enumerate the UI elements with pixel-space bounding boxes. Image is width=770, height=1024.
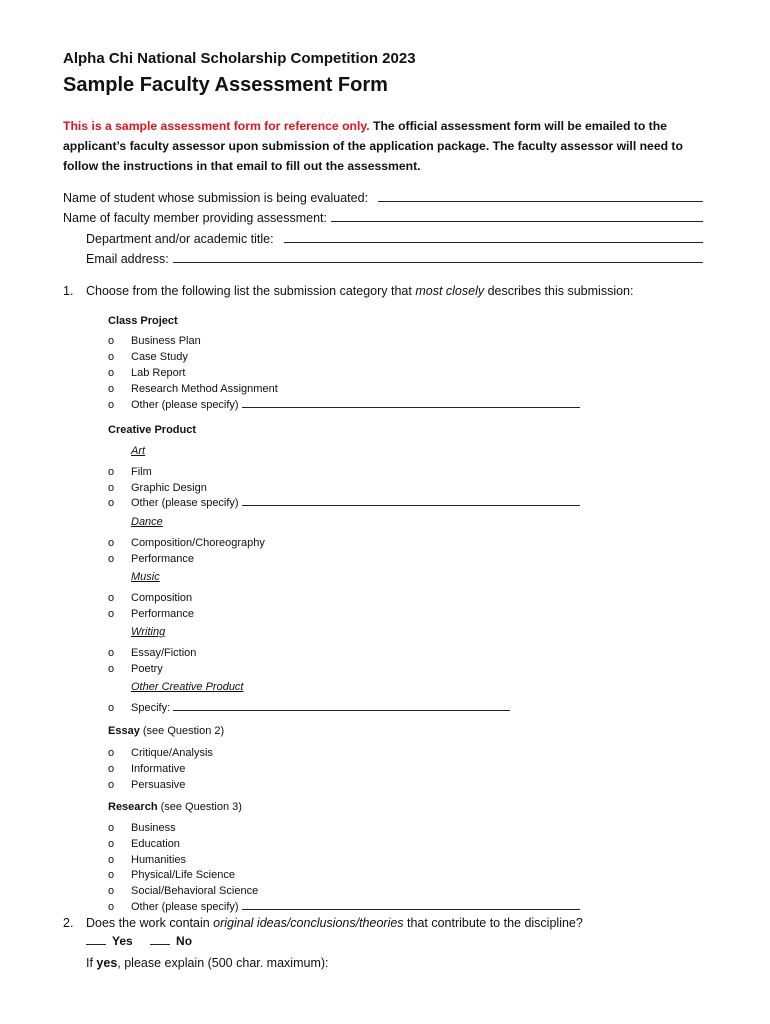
essay-label: Essay: [108, 725, 140, 737]
research-other-field[interactable]: [242, 909, 580, 910]
bullet-icon: o: [108, 399, 115, 411]
option-research-method[interactable]: [108, 381, 278, 395]
yes-no-choice: [86, 934, 192, 948]
option-label: Humanities: [131, 854, 187, 866]
option-label: Informative: [131, 763, 186, 775]
option-lab-report[interactable]: [108, 365, 185, 379]
option-label: Case Study: [131, 351, 188, 363]
research-label: Research: [108, 801, 158, 813]
option-label: Lab Report: [131, 367, 186, 379]
bullet-icon: o: [108, 838, 115, 850]
option-music-composition[interactable]: [108, 590, 192, 604]
email-label: Email address:: [86, 252, 169, 266]
student-name-label: Name of student whose submission is being evaluated:: [63, 190, 369, 205]
form-title: Sample Faculty Assessment Form: [63, 74, 388, 96]
option-graphic-design[interactable]: [108, 480, 207, 494]
question-1: [63, 284, 633, 298]
question-2-text-a: Does the work contain: [86, 916, 214, 930]
faculty-name-row: [63, 205, 703, 226]
option-label: Graphic Design: [131, 482, 207, 494]
question-2-text-b: that contribute to the discipline?: [403, 916, 583, 930]
option-class-project-other[interactable]: [108, 397, 580, 411]
option-label: Other (please specify): [131, 901, 239, 913]
subcategory-art: Art: [131, 445, 146, 457]
bullet-icon: o: [108, 608, 115, 620]
subcategory-music: Music: [131, 571, 160, 583]
bullet-icon: o: [108, 466, 115, 478]
bullet-icon: o: [108, 367, 115, 379]
question-2: [63, 916, 583, 930]
option-business-plan[interactable]: [108, 333, 201, 347]
option-label: Social/Behavioral Science: [131, 885, 259, 897]
option-poetry[interactable]: [108, 661, 163, 675]
option-label: Performance: [131, 553, 194, 565]
option-persuasive[interactable]: [108, 777, 185, 791]
bullet-icon: o: [108, 885, 115, 897]
department-field[interactable]: [284, 242, 703, 243]
option-label: Education: [131, 838, 180, 850]
bullet-icon: o: [108, 854, 115, 866]
notice-red-text: This is a sample assessment form for reference only.: [63, 119, 370, 133]
question-2-emphasis: original ideas/conclusions/theories: [213, 916, 404, 930]
no-blank[interactable]: [150, 944, 170, 945]
research-note: (see Question 3): [157, 801, 242, 813]
explain-if: If: [86, 956, 97, 970]
faculty-name-field[interactable]: [331, 221, 703, 222]
bullet-icon: o: [108, 901, 115, 913]
question-1-emphasis: most closely: [415, 284, 485, 298]
bullet-icon: o: [108, 335, 115, 347]
option-dance-performance[interactable]: [108, 551, 194, 565]
department-label: Department and/or academic title:: [86, 231, 274, 246]
yes-label: Yes: [112, 934, 133, 948]
bullet-icon: o: [108, 497, 115, 509]
option-label: Other (please specify): [131, 399, 239, 411]
option-choreography[interactable]: [108, 535, 265, 549]
yes-blank[interactable]: [86, 944, 106, 945]
option-critique-analysis[interactable]: [108, 745, 213, 759]
department-row: [63, 225, 703, 246]
option-label: Business Plan: [131, 335, 201, 347]
option-music-performance[interactable]: [108, 606, 194, 620]
option-physical-life-science[interactable]: [108, 867, 235, 881]
question-1-number: 1.: [63, 284, 74, 298]
subcategory-writing: Writing: [131, 626, 166, 638]
bullet-icon: o: [108, 779, 115, 791]
explain-yes: yes: [96, 956, 118, 970]
notice-body-text: The official assessment form will be emailed to the applicant’s faculty assessor upon submission of the application package. The faculty assessor will need to follow the instructions in that email to fill out the assessment.: [63, 119, 683, 173]
bullet-icon: o: [108, 702, 115, 714]
category-research: [108, 801, 242, 813]
option-informative[interactable]: [108, 761, 185, 775]
option-label: Other (please specify): [131, 497, 239, 509]
option-label: Critique/Analysis: [131, 747, 213, 759]
option-film[interactable]: [108, 464, 152, 478]
bullet-icon: o: [108, 822, 115, 834]
option-label: Poetry: [131, 663, 163, 675]
option-business[interactable]: [108, 820, 176, 834]
identification-fields: [63, 184, 703, 266]
bullet-icon: o: [108, 482, 115, 494]
option-label: Composition/Choreography: [131, 537, 265, 549]
bullet-icon: o: [108, 383, 115, 395]
bullet-icon: o: [108, 647, 115, 659]
subcategory-other-creative: Other Creative Product: [131, 681, 244, 693]
question-1-text: [86, 284, 633, 298]
option-education[interactable]: [108, 836, 180, 850]
option-label: Composition: [131, 592, 193, 604]
explain-instruction: [86, 956, 329, 970]
option-social-behavioral-science[interactable]: [108, 883, 258, 897]
option-label: Film: [131, 466, 152, 478]
option-label: Essay/Fiction: [131, 647, 197, 659]
student-name-row: [63, 184, 703, 205]
bullet-icon: o: [108, 763, 115, 775]
subcategory-dance: Dance: [131, 516, 163, 528]
bullet-icon: o: [108, 592, 115, 604]
bullet-icon: o: [108, 663, 115, 675]
bullet-icon: o: [108, 351, 115, 363]
essay-note: (see Question 2): [139, 725, 225, 737]
option-art-other[interactable]: [108, 495, 580, 509]
option-label: Research Method Assignment: [131, 383, 278, 395]
class-project-other-field[interactable]: [242, 407, 580, 408]
faculty-name-label: Name of faculty member providing assessment:: [63, 211, 327, 225]
option-label: Performance: [131, 608, 194, 620]
question-2-number: 2.: [63, 916, 74, 930]
option-label: Specify:: [131, 702, 171, 714]
email-field[interactable]: [173, 262, 703, 263]
art-other-field[interactable]: [242, 505, 580, 506]
option-essay-fiction[interactable]: [108, 645, 196, 659]
no-label: No: [176, 934, 193, 948]
category-creative-product: Creative Product: [108, 424, 197, 436]
explain-rest: , please explain (500 char. maximum):: [117, 956, 329, 970]
option-humanities[interactable]: [108, 852, 186, 866]
competition-heading: Alpha Chi National Scholarship Competition 2023: [63, 50, 416, 67]
option-case-study[interactable]: [108, 349, 188, 363]
option-label: Physical/Life Science: [131, 869, 235, 881]
bullet-icon: o: [108, 553, 115, 565]
student-name-field[interactable]: [378, 201, 703, 202]
email-row: [63, 246, 703, 267]
question-2-text: [86, 916, 583, 930]
option-creative-specify[interactable]: [108, 700, 510, 714]
question-1-text-a: Choose from the following list the submission category that: [86, 284, 416, 298]
question-1-text-b: describes this submission:: [484, 284, 634, 298]
option-research-other[interactable]: [108, 899, 580, 913]
notice-paragraph: [63, 116, 703, 176]
bullet-icon: o: [108, 869, 115, 881]
bullet-icon: o: [108, 537, 115, 549]
creative-specify-field[interactable]: [173, 710, 510, 711]
category-essay: [108, 725, 224, 737]
category-class-project: Class Project: [108, 315, 178, 327]
bullet-icon: o: [108, 747, 115, 759]
option-label: Persuasive: [131, 779, 186, 791]
option-label: Business: [131, 822, 176, 834]
